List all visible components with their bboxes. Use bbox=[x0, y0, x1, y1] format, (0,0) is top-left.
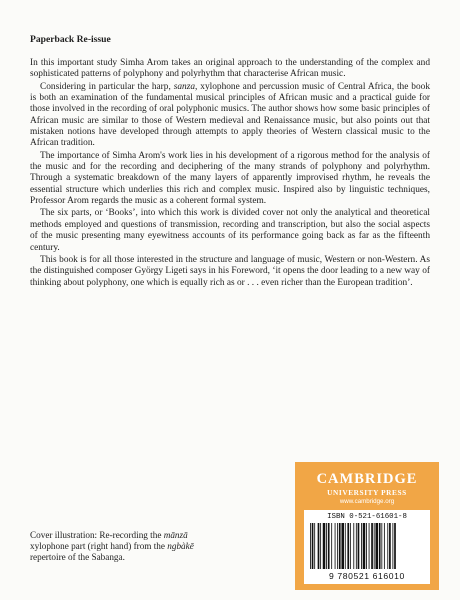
barcode-box bbox=[304, 510, 430, 584]
barcode-bar bbox=[320, 523, 321, 569]
barcode-bar bbox=[363, 523, 366, 569]
paragraph-1: In this important study Simha Arom takes an original approach to the understanding of the complex and sophisticated patterns of polyphony and polyrhythm that characterise African music. bbox=[30, 58, 430, 80]
barcode-bar bbox=[323, 523, 326, 569]
publisher-panel bbox=[295, 462, 439, 590]
barcode-bar bbox=[347, 523, 349, 569]
barcode-bar bbox=[310, 523, 311, 569]
barcode-bar bbox=[312, 523, 314, 569]
barcode-bar bbox=[366, 523, 367, 569]
heading: Paperback Re-issue bbox=[30, 34, 111, 45]
barcode-bar bbox=[358, 523, 360, 569]
publisher-name: CAMBRIDGE bbox=[316, 471, 418, 487]
paragraph-5: This book is for all those interested in the structure and language of music, Western or non-Western. As the distinguished composer György Ligeti says in his Foreword, ‘it opens the door leading to a new way of thinking about polyphony, one which is equally rich as or . . . even richer than the European tradition’. bbox=[30, 254, 430, 288]
barcode-bar bbox=[371, 523, 373, 569]
barcode-bar bbox=[326, 523, 327, 569]
barcode-bar bbox=[387, 523, 388, 569]
cover-illustration-note: Cover illustration: Re-recording the mānzā xylophone part (right hand) from the ngbàkē repertoire of the Sabanga. bbox=[30, 530, 194, 562]
paragraph-3: The importance of Simha Arom's work lies in his development of a rigorous method for the analysis of the music and for the recording and deciphering of the many strands of polyphony and polyrhythm. Through a systematic breakdown of the many layers of apparently improvised rhythm, he reveals the essential structure which underlies this rich and complex music. Inspired also by linguistic techniques, Professor Arom regards the music as a coherent formal system. bbox=[30, 150, 430, 207]
barcode-bar bbox=[379, 523, 381, 569]
barcode-bar bbox=[381, 523, 382, 569]
barcode-bar bbox=[337, 523, 338, 569]
barcode-bar bbox=[341, 523, 344, 569]
barcode-bar bbox=[353, 523, 354, 569]
barcode-bars bbox=[310, 523, 424, 569]
barcode-bar bbox=[350, 523, 351, 569]
barcode-bar bbox=[375, 523, 378, 569]
barcode-bar bbox=[335, 523, 336, 569]
paragraph-2: Considering in particular the harp, sanza, xylophone and percussion music of Central Africa, the book is both an examination of the fundamental musical principles of African music and a practical guide for those involved in the recording of oral polyphonic musics. The author shows how some basic principles of African music are similar to those of Western medieval and Renaissance music, but also points out that mistaken notions have developed through attempts to apply theories of Western classical music to the African tradition. bbox=[30, 81, 430, 149]
barcode-bar bbox=[394, 523, 396, 569]
barcode-bar bbox=[328, 523, 330, 569]
barcode-bar bbox=[345, 523, 346, 569]
barcode-digits: 9 780521 616010 bbox=[329, 571, 405, 581]
isbn-label: ISBN 0-521-61601-8 bbox=[327, 513, 407, 521]
barcode-bar bbox=[356, 523, 357, 569]
description bbox=[30, 58, 430, 290]
publisher-url: www.cambridge.org bbox=[339, 498, 395, 505]
publisher-subtitle: UNIVERSITY PRESS bbox=[327, 488, 407, 497]
barcode-bar bbox=[361, 523, 362, 569]
barcode-bar bbox=[384, 523, 385, 569]
barcode-bar bbox=[369, 523, 370, 569]
instrument-name: sanza bbox=[173, 81, 196, 92]
barcode-bar bbox=[314, 523, 315, 569]
barcode-bar bbox=[389, 523, 391, 569]
barcode-bar bbox=[331, 523, 332, 569]
barcode-bar bbox=[392, 523, 393, 569]
paragraph-4: The six parts, or ‘Books’, into which this work is divided cover not only the analytical and theoretical methods employed and questions of transmission, recording and transcription, but also the social aspects of the music presenting many eyewitness accounts of its performance going back as far as the fifteenth century. bbox=[30, 208, 430, 253]
barcode-bar bbox=[339, 523, 341, 569]
barcode-bar bbox=[374, 523, 375, 569]
barcode-bar bbox=[318, 523, 320, 569]
